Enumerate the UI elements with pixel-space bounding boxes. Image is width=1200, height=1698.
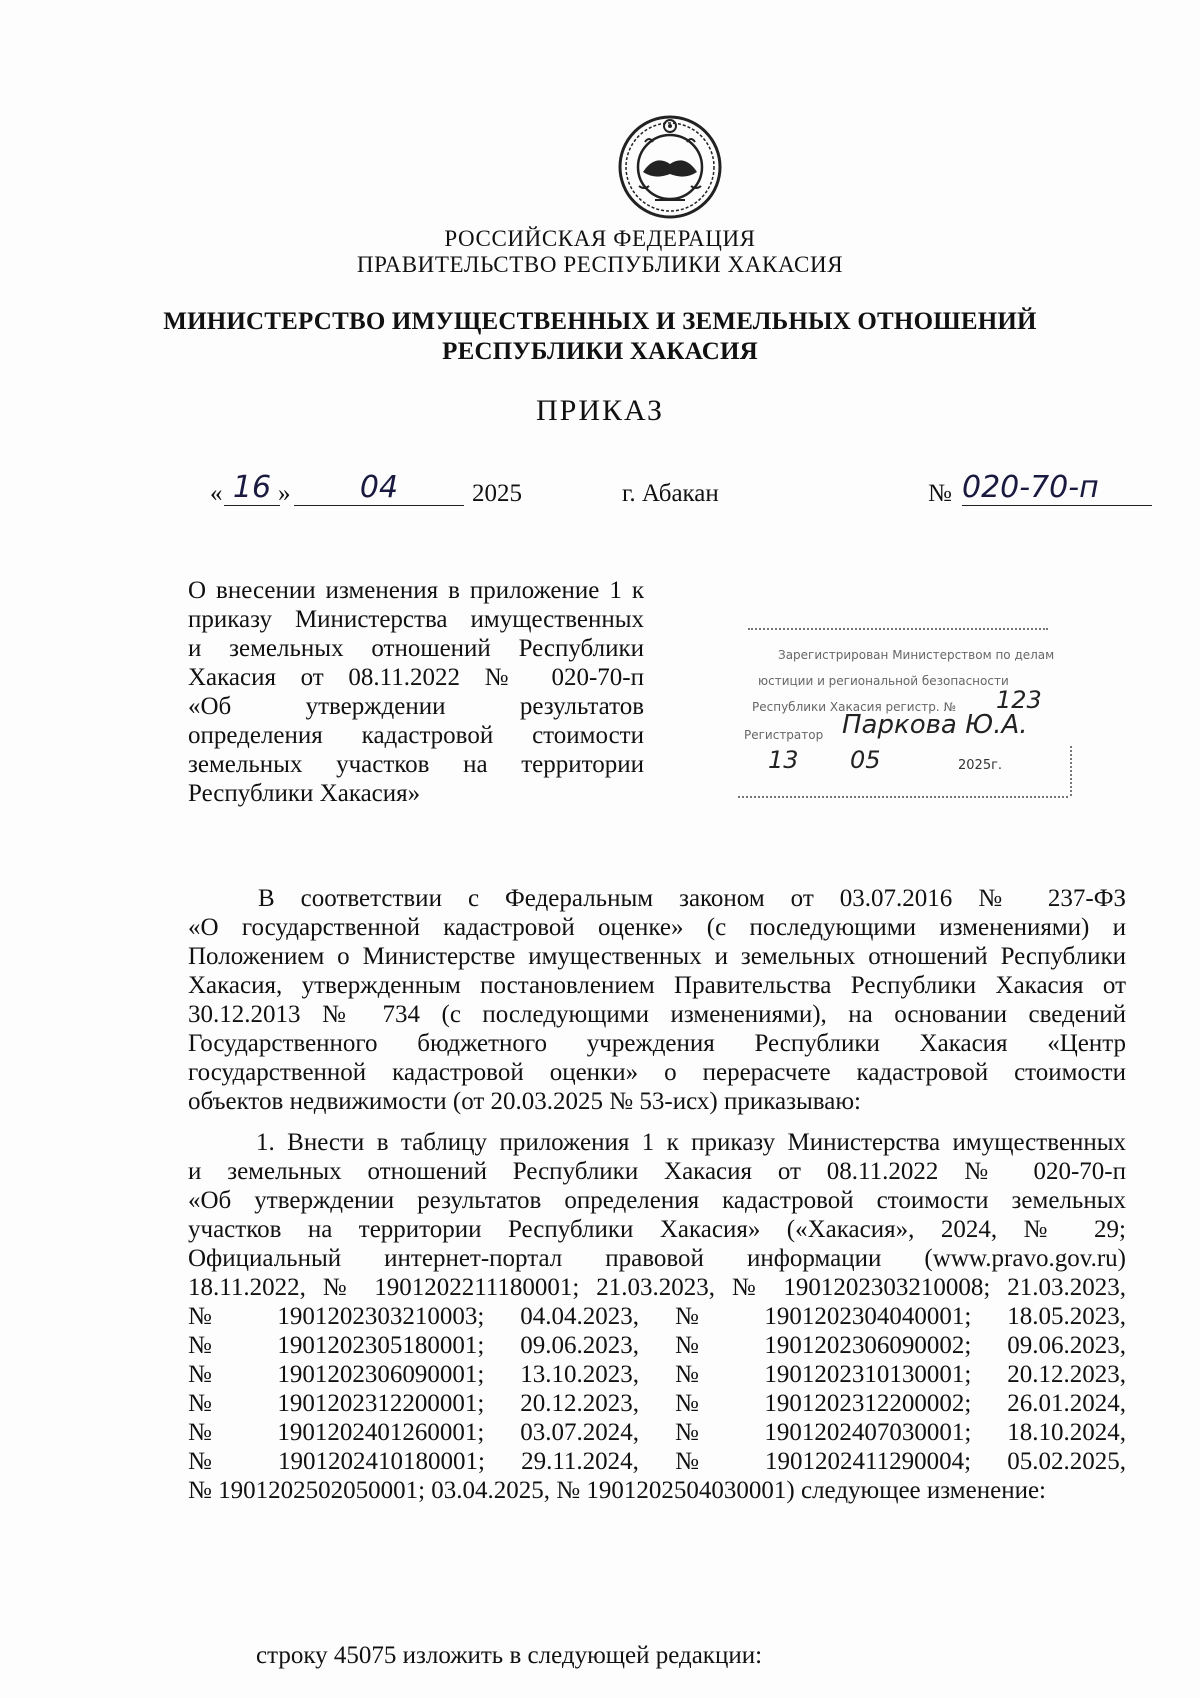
item1-line: «Об утверждении результатов определения кадастровой стоимости земельных bbox=[188, 1187, 1126, 1214]
year: 2025 bbox=[472, 480, 522, 507]
item1-line: участков на территории Республики Хакасия» («Хакасия», 2024, № 29; bbox=[188, 1216, 1126, 1243]
preamble-line: 30.12.2013 № 734 (с последующими изменениями), на основании сведений bbox=[188, 1001, 1126, 1028]
preamble-line: объектов недвижимости (от 20.03.2025 № 53-исх) приказываю: bbox=[188, 1088, 861, 1115]
item1-line: № 1901202410180001; 29.11.2024, № 1901202411290004; 05.02.2025, bbox=[188, 1448, 1126, 1475]
header-government: ПРАВИТЕЛЬСТВО РЕСПУБЛИКИ ХАКАСИЯ bbox=[356, 252, 844, 277]
preamble-line: Государственного бюджетного учреждения Республики Хакасия «Центр bbox=[188, 1030, 1126, 1057]
stamp-line1: Зарегистрирован Министерством по делам bbox=[778, 648, 1055, 662]
item1-line: № 1901202502050001; 03.04.2025, № 1901202504030001) следующее изменение: bbox=[188, 1477, 1046, 1504]
subject-line: «Об утверждении результатов bbox=[188, 693, 644, 720]
item1-line: № 1901202303210003; 04.04.2023, № 1901202304040001; 18.05.2023, bbox=[188, 1303, 1126, 1330]
city: г. Абакан bbox=[622, 480, 719, 507]
subject-line: и земельных отношений Республики bbox=[188, 635, 644, 662]
item1-line: 18.11.2022, № 1901202211180001; 21.03.2023, № 1901202303210008; 21.03.2023, bbox=[188, 1274, 1126, 1301]
item1-line: Официальный интернет-портал правовой информации (www.pravo.gov.ru) bbox=[188, 1245, 1126, 1272]
coat-of-arms-emblem bbox=[615, 112, 725, 222]
stamp-line3: Республики Хакасия регистр. № bbox=[752, 700, 956, 714]
item1-line: 1. Внести в таблицу приложения 1 к приказу Министерства имущественных bbox=[256, 1129, 1126, 1156]
header-federation: РОССИЙСКАЯ ФЕДЕРАЦИЯ bbox=[444, 226, 756, 251]
quote-close: » bbox=[278, 480, 291, 507]
stamp-registrar-signature: Паркова Ю.А. bbox=[842, 710, 1028, 740]
number-label: № bbox=[928, 480, 952, 507]
ministry-name-line2: РЕСПУБЛИКИ ХАКАСИЯ bbox=[442, 338, 758, 365]
item1-line: № 1901202401260001; 03.07.2024, № 1901202407030001; 18.10.2024, bbox=[188, 1419, 1126, 1446]
handwritten-order-number: 020-70-п bbox=[962, 470, 1152, 506]
subject-line: О внесении изменения в приложение 1 к bbox=[188, 577, 644, 604]
subject-line: определения кадастровой стоимости bbox=[188, 722, 644, 749]
subject-line: приказу Министерства имущественных bbox=[188, 606, 644, 633]
item-1-paragraph bbox=[188, 1128, 1126, 1505]
item1-line: № 1901202312200001; 20.12.2023, № 1901202312200002; 26.01.2024, bbox=[188, 1390, 1126, 1417]
preamble-paragraph bbox=[188, 884, 1126, 1116]
stamp-date-day: 13 bbox=[768, 746, 799, 774]
handwritten-day: 16 bbox=[224, 470, 280, 506]
stamp-reg-number: 123 bbox=[996, 686, 1042, 714]
subject-line: земельных участков на территории bbox=[188, 751, 644, 778]
preamble-line: Хакасия, утвержденным постановлением Правительства Республики Хакасия от bbox=[188, 972, 1126, 999]
preamble-line: государственной кадастровой оценки» о перерасчете кадастровой стоимости bbox=[188, 1059, 1126, 1086]
stamp-border-bottom bbox=[738, 796, 1068, 798]
item1-line: и земельных отношений Республики Хакасия от 08.11.2022 № 020-70-п bbox=[188, 1158, 1126, 1185]
item1-line: № 1901202306090001; 13.10.2023, № 1901202310130001; 20.12.2023, bbox=[188, 1361, 1126, 1388]
preamble-line: Положением о Министерстве имущественных и земельных отношений Республики bbox=[188, 943, 1126, 970]
subject-line: Республики Хакасия» bbox=[188, 780, 421, 807]
stamp-registrar-label: Регистратор bbox=[744, 728, 824, 742]
stamp-border-top bbox=[748, 628, 1048, 630]
stamp-date-month: 05 bbox=[850, 746, 881, 774]
ministry-name-line1: МИНИСТЕРСТВО ИМУЩЕСТВЕННЫХ И ЗЕМЕЛЬНЫХ ОТНОШЕНИЙ bbox=[163, 308, 1037, 335]
handwritten-month: 04 bbox=[294, 470, 464, 506]
quote-open: « bbox=[210, 480, 223, 507]
document-type-title: ПРИКАЗ bbox=[536, 394, 664, 427]
item1-line: № 1901202305180001; 09.06.2023, № 1901202306090002; 09.06.2023, bbox=[188, 1332, 1126, 1359]
preamble-line: «О государственной кадастровой оценке» (с последующими изменениями) и bbox=[188, 914, 1126, 941]
stamp-border-right bbox=[1070, 746, 1072, 796]
preamble-line: В соответствии с Федеральным законом от 03.07.2016 № 237-ФЗ bbox=[258, 885, 1126, 912]
stamp-date-year: 2025г. bbox=[958, 758, 1003, 773]
subject-line: Хакасия от 08.11.2022 № 020-70-п bbox=[188, 664, 644, 691]
stamp-line2: юстиции и региональной безопасности bbox=[758, 674, 1009, 688]
registration-stamp bbox=[738, 628, 1078, 798]
date-number-row bbox=[210, 470, 1170, 524]
order-subject bbox=[188, 576, 644, 808]
final-instruction-line: строку 45075 изложить в следующей редакции: bbox=[256, 1642, 763, 1669]
